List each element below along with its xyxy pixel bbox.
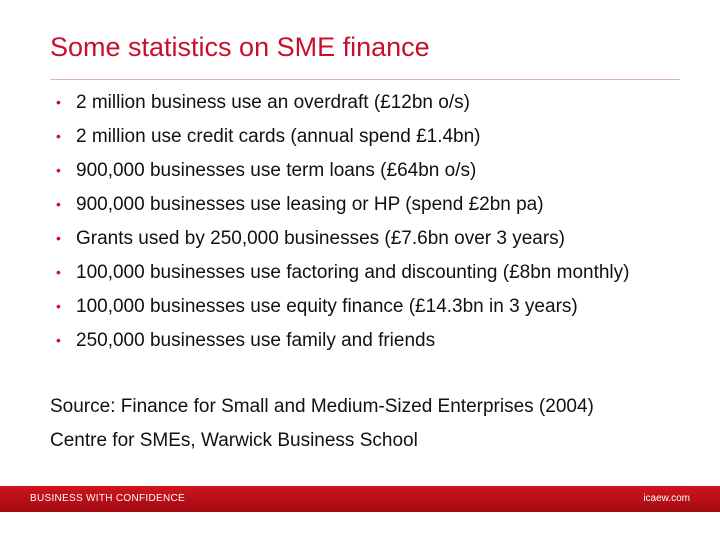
bullet-icon: • xyxy=(56,94,61,110)
bullet-icon: • xyxy=(56,230,61,246)
title-divider xyxy=(50,79,680,80)
bullet-icon: • xyxy=(56,196,61,212)
list-item xyxy=(50,294,690,319)
bullet-icon: • xyxy=(56,298,61,314)
list-item-text: 900,000 businesses use leasing or HP (spend £2bn pa) xyxy=(76,194,544,215)
list-item-text: 250,000 businesses use family and friends xyxy=(76,330,436,351)
list-item xyxy=(50,328,690,353)
list-item-text: 900,000 businesses use term loans (£64bn o/s) xyxy=(76,160,477,181)
footer-website: icaew.com xyxy=(643,493,690,504)
source-institution: Centre for SMEs, Warwick Business School xyxy=(50,430,418,451)
list-item xyxy=(50,158,690,183)
bullet-icon: • xyxy=(56,162,61,178)
slide-title: Some statistics on SME finance xyxy=(50,32,430,62)
list-item xyxy=(50,124,690,149)
footer-bar xyxy=(0,486,720,512)
list-item-text: 2 million business use an overdraft (£12bn o/s) xyxy=(76,92,470,113)
list-item-text: 100,000 businesses use equity finance (£14.3bn in 3 years) xyxy=(76,296,578,317)
list-item xyxy=(50,90,690,115)
source-citation: Source: Finance for Small and Medium-Sized Enterprises (2004) xyxy=(50,396,594,417)
bullet-icon: • xyxy=(56,264,61,280)
list-item xyxy=(50,192,690,217)
list-item-text: 100,000 businesses use factoring and discounting (£8bn monthly) xyxy=(76,262,630,283)
bullet-icon: • xyxy=(56,332,61,348)
list-item xyxy=(50,226,690,251)
list-item-text: 2 million use credit cards (annual spend £1.4bn) xyxy=(76,126,481,147)
footer-tagline: BUSINESS WITH CONFIDENCE xyxy=(30,493,185,504)
list-item-text: Grants used by 250,000 businesses (£7.6bn over 3 years) xyxy=(76,228,566,249)
bullet-icon: • xyxy=(56,128,61,144)
list-item xyxy=(50,260,690,285)
statistics-list xyxy=(50,90,690,361)
